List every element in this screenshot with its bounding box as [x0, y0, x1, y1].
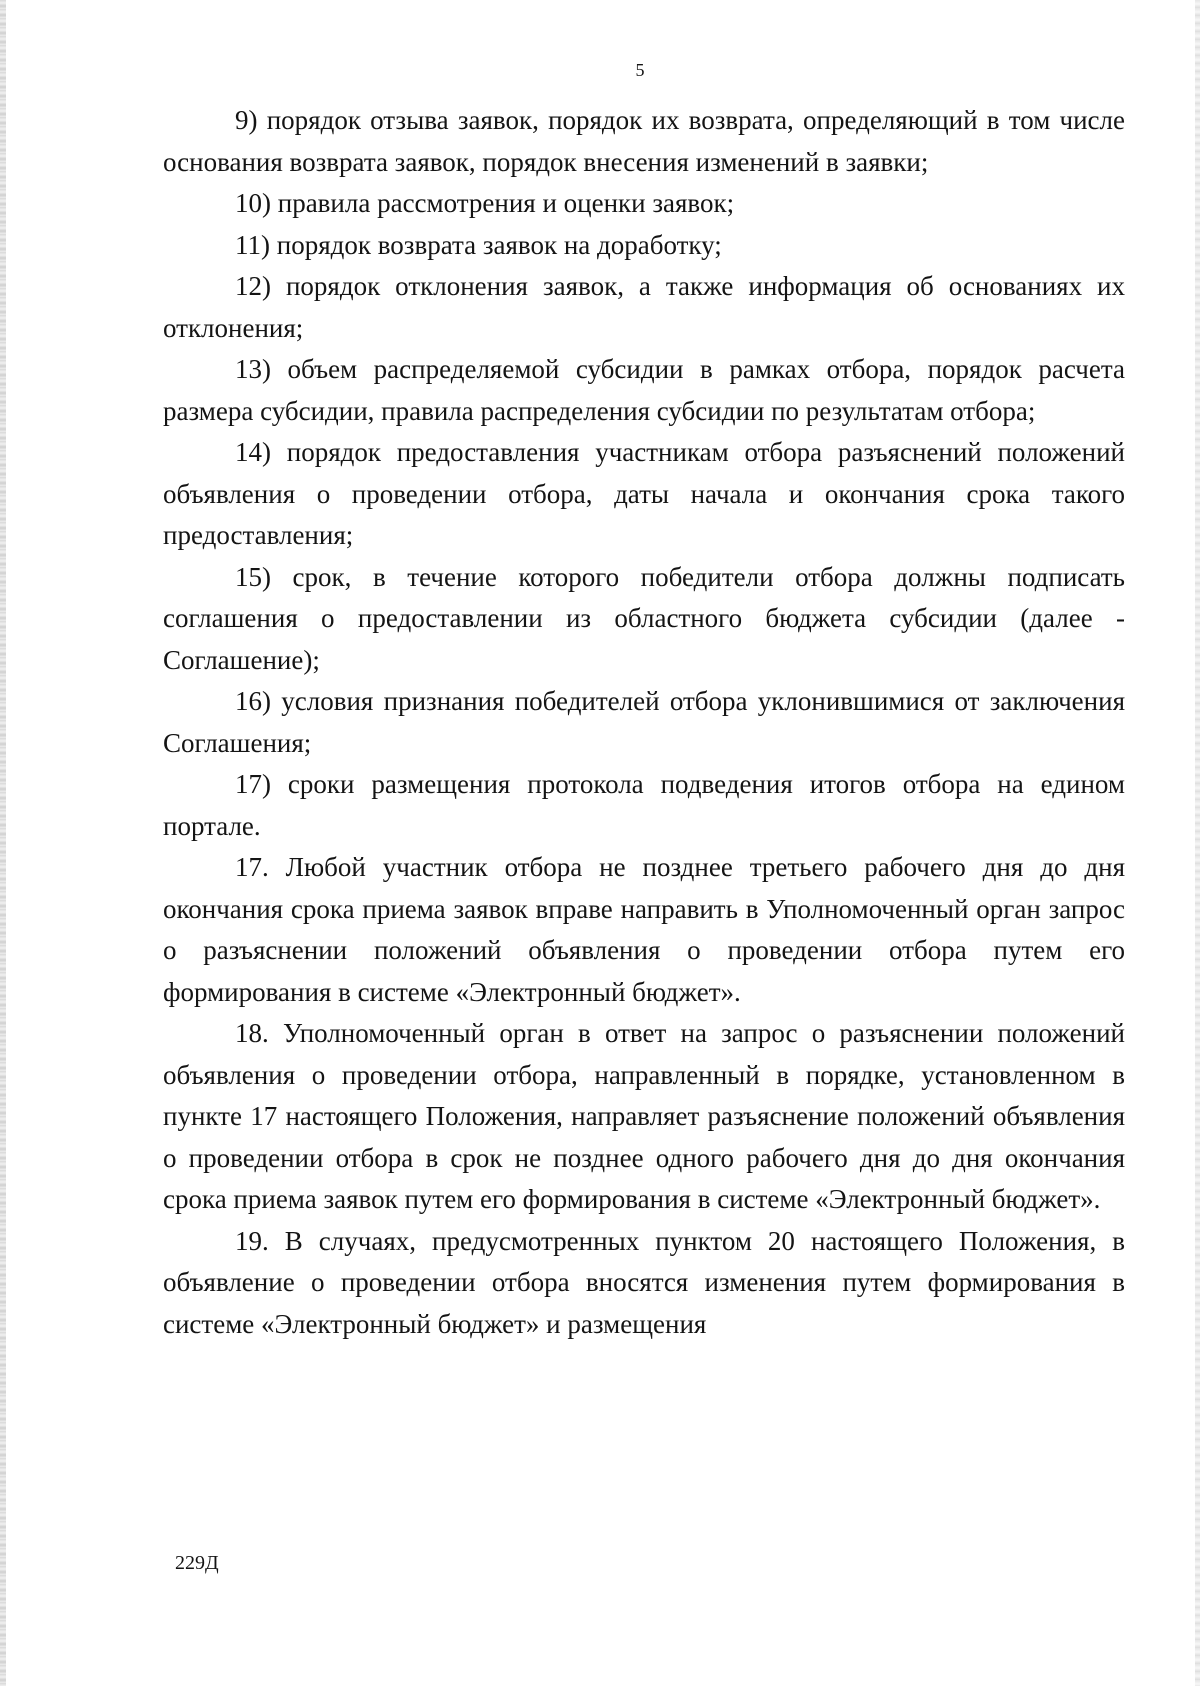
paragraph-clause-19: 19. В случаях, предусмотренных пунктом 20 настоящего Положения, в объявление о проведении отбора вносятся изменения путем формирования в системе «Электронный бюджет» и размещения [163, 1225, 1125, 1339]
paragraph-item-14: 14) порядок предоставления участникам отбора разъяснений положений объявления о проведении отбора, даты начала и окончания срока такого предоставления; [163, 437, 1125, 550]
paragraph-item-13: 13) объем распределяемой субсидии в рамках отбора, порядок расчета размера субсидии, правила распределения субсидии по результатам отбора; [163, 354, 1125, 426]
document-body [163, 100, 1125, 1345]
document-code: 229Д [175, 1552, 219, 1574]
paragraph-item-11: 11) порядок возврата заявок на доработку; [235, 229, 722, 260]
paragraph-clause-17: 17. Любой участник отбора не позднее третьего рабочего дня до дня окончания срока приема заявок вправе направить в Уполномоченный орган запрос о разъяснении положений объявления о проведении отбора путем его формирования в системе «Электронный бюджет». [163, 852, 1125, 1007]
paragraph-item-10: 10) правила рассмотрения и оценки заявок; [235, 188, 735, 218]
scan-edge-right [1195, 0, 1200, 1686]
paragraph-item-12: 12) порядок отклонения заявок, а также информация об основаниях их отклонения; [163, 271, 1125, 343]
scan-edge-left [0, 0, 6, 1686]
paragraph-item-9: 9) порядок отзыва заявок, порядок их возврата, определяющий в том числе основания возврата заявок, порядок внесения изменений в заявки; [163, 105, 1125, 177]
paragraph-item-16: 16) условия признания победителей отбора уклонившимися от заключения Соглашения; [163, 686, 1125, 758]
paragraph-item-17: 17) сроки размещения протокола подведения итогов отбора на едином портале. [163, 769, 1125, 841]
paragraph-item-15: 15) срок, в течение которого победители отбора должны подписать соглашения о предоставлении из областного бюджета субсидии (далее - Соглашение); [163, 561, 1125, 675]
page-number: 5 [635, 60, 645, 80]
paragraph-clause-18: 18. Уполномоченный орган в ответ на запрос о разъяснении положений объявления о проведении отбора, направленный в порядке, установленном в пункте 17 настоящего Положения, направляет разъяснение положений объявления о проведении отбора в срок не позднее одного рабочего дня до дня окончания срока приема заявок путем его формирования в системе «Электронный бюджет». [163, 1018, 1125, 1214]
